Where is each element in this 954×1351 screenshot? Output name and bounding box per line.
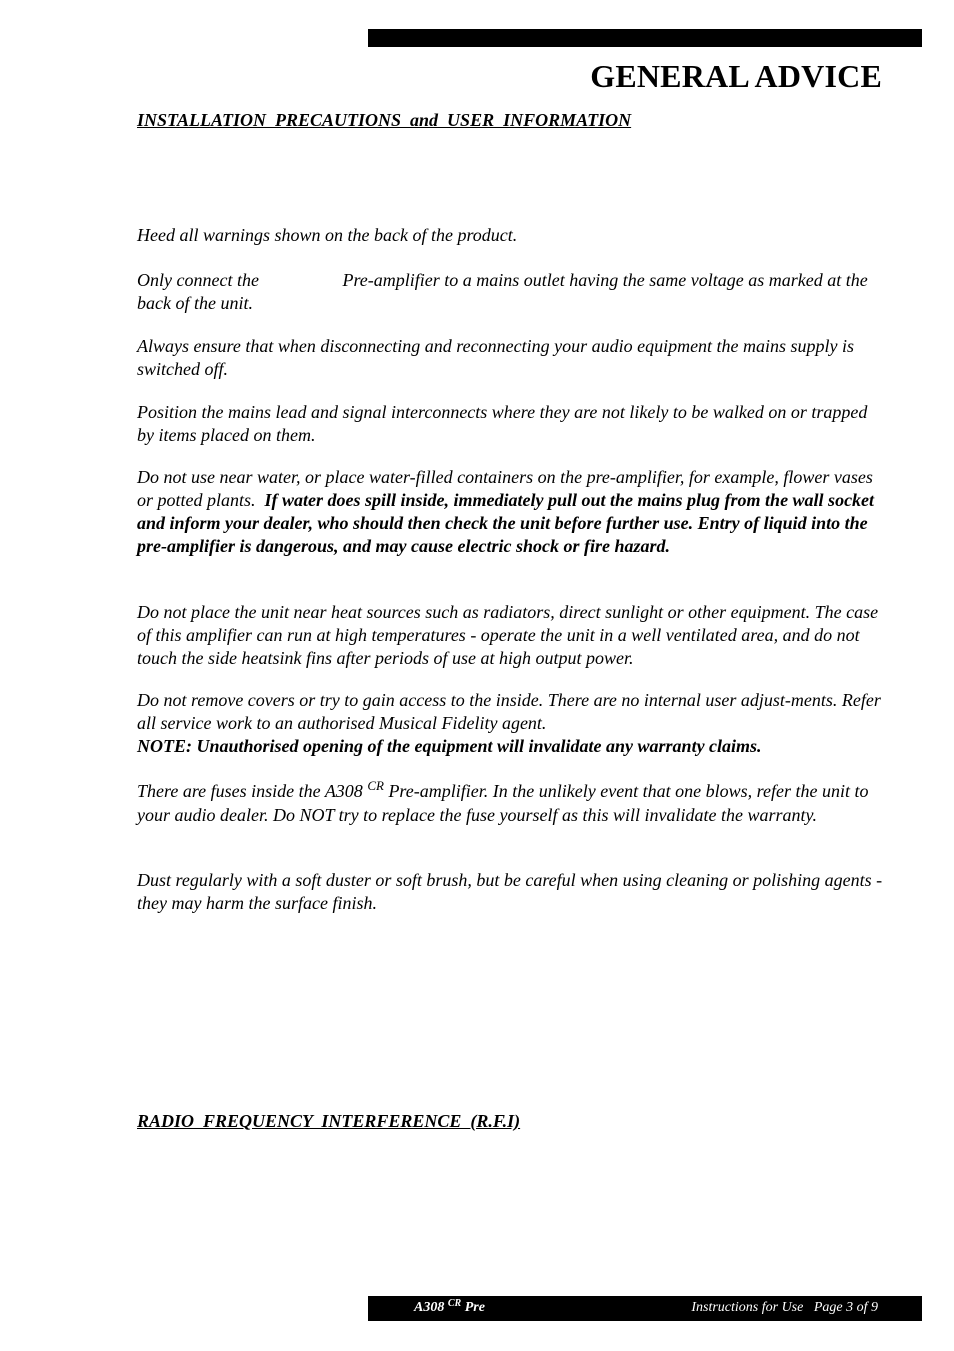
paragraph-warnings: Heed all warnings shown on the back of the product.	[137, 225, 518, 245]
paragraph-fuses-start: There are fuses inside the A308	[137, 781, 363, 801]
installation-heading: INSTALLATION PRECAUTIONS and USER INFORMATION	[137, 110, 632, 130]
paragraph-covers-text: Do not remove covers or try to gain access to the inside. There are no internal user adjust-ments. Refer all service work to an authorised Musical Fidelity agent.	[137, 690, 881, 733]
footer-model-name: A308	[414, 1300, 445, 1315]
paragraph-mains-voltage	[137, 269, 887, 315]
paragraph-heat: Do not place the unit near heat sources such as radiators, direct sunlight or other equipment. The case of this amplifier can run at high temperatures - operate the unit in a well ventilated area, and do not touch the side heatsink fins after periods of use at high output power.	[137, 602, 879, 668]
rfi-heading: RADIO FREQUENCY INTERFERENCE (R.F.I)	[137, 1111, 521, 1131]
footer-model-suffix: Pre	[464, 1300, 485, 1315]
footer-doc-info	[691, 1300, 878, 1316]
paragraph-water-warning: If water does spill inside, immediately pull out the mains plug from the wall socket and inform your dealer, who should then check the unit before further use. Entry of liquid into the pre-amplifier is dangerous, and may cause electric shock or fire hazard.	[137, 490, 875, 556]
footer-model	[414, 1300, 485, 1316]
paragraph-mains-voltage-start: Only connect the	[137, 270, 259, 290]
paragraph-water	[137, 466, 887, 558]
footer-page-number: Page 3 of 9	[813, 1300, 878, 1315]
paragraph-mains-voltage-rest: Pre-amplifier to a mains outlet having the same voltage as marked at the back of the unit.	[137, 270, 868, 313]
footer-doc-label: Instructions for Use	[691, 1300, 804, 1315]
paragraph-fuses	[137, 780, 887, 827]
paragraph-covers	[137, 689, 887, 758]
paragraph-fuses-rest: Pre-amplifier. In the unlikely event that one blows, refer the unit to your audio dealer. Do NOT try to replace the fuse yourself as this will invalidate the warranty.	[137, 781, 869, 825]
footer-bar	[368, 1296, 922, 1321]
footer-model-superscript: CR	[447, 1298, 462, 1309]
paragraph-water-text: Do not use near water, or place water-filled containers on the pre-amplifier, for example, flower vases or potted plants.	[137, 467, 873, 510]
header-bar	[368, 29, 922, 47]
paragraph-mains-switched-off: Always ensure that when disconnecting and reconnecting your audio equipment the mains supply is switched off.	[137, 336, 855, 379]
paragraph-mains-lead: Position the mains lead and signal interconnects where they are not likely to be walked on or trapped by items placed on them.	[137, 402, 868, 445]
warranty-note: NOTE: Unauthorised opening of the equipment will invalidate any warranty claims.	[137, 736, 762, 756]
page-title: GENERAL ADVICE	[590, 58, 882, 94]
paragraph-dusting: Dust regularly with a soft duster or soft brush, but be careful when using cleaning or polishing agents - they may harm the surface finish.	[137, 870, 883, 913]
model-superscript: CR	[367, 778, 384, 793]
